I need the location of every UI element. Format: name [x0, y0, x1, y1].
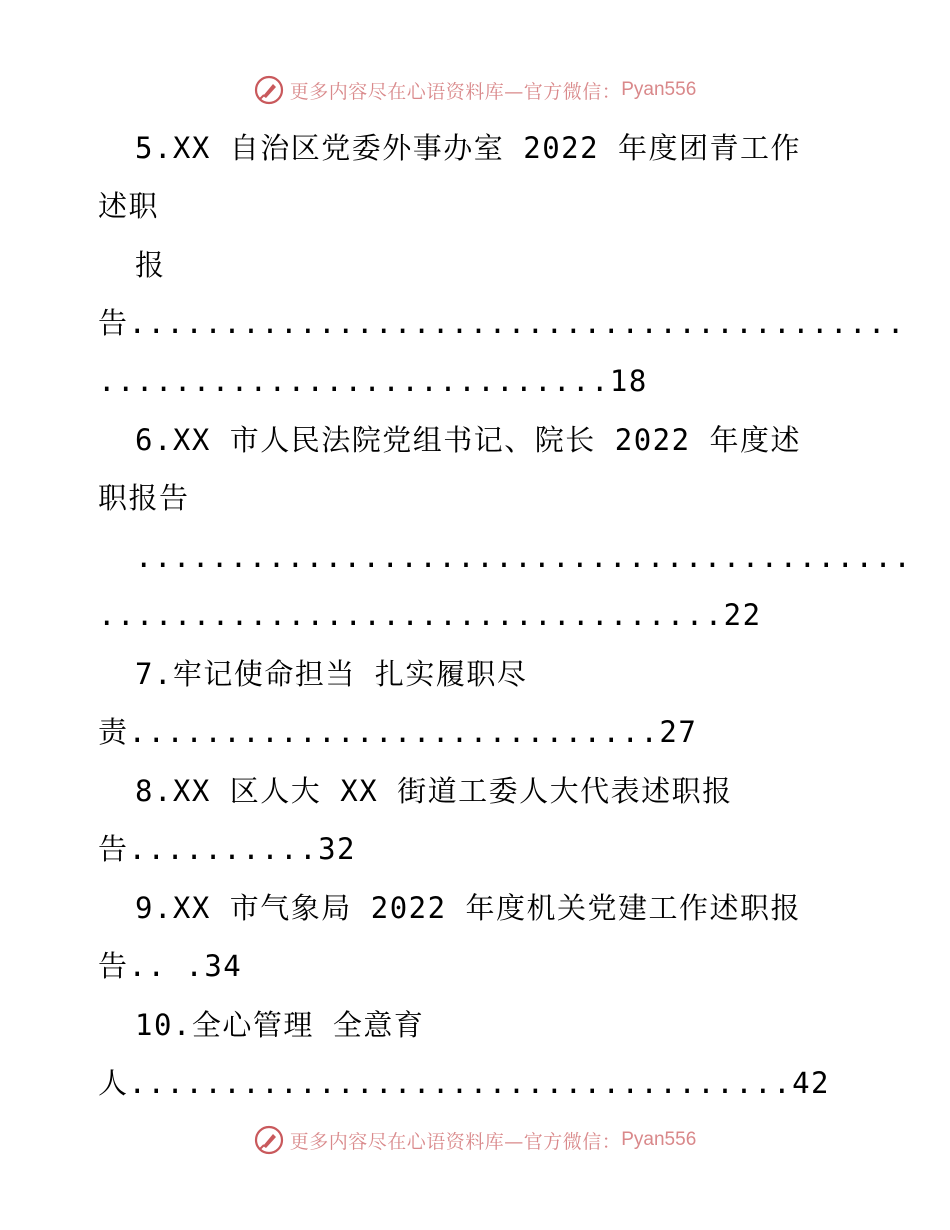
toc-line: 5.XX 自治区党委外事办室 2022 年度团青工作 — [135, 131, 802, 165]
watermark-wechat-id: Pyan556 — [621, 1129, 697, 1150]
watermark-header — [0, 70, 950, 110]
toc-line: 告.. .34 — [98, 949, 243, 983]
pen-logo-icon — [254, 75, 284, 105]
watermark-text: 更多内容尽在心语资料库—官方微信： — [289, 80, 622, 103]
toc-line: 职报告 — [98, 481, 190, 515]
toc-line: .................................22 — [98, 598, 762, 632]
watermark-wechat-id: Pyan556 — [621, 79, 697, 100]
watermark-text: 更多内容尽在心语资料库—官方微信： — [289, 1130, 622, 1153]
toc-line: 10.全心管理 全意育 — [135, 1008, 425, 1042]
toc-line: 述职 — [98, 189, 160, 223]
toc-line: 告..........32 — [98, 832, 357, 866]
toc-line: 6.XX 市人民法院党组书记、院长 2022 年度述 — [135, 423, 802, 457]
watermark-footer — [0, 1120, 950, 1160]
toc-line: 报 — [135, 248, 166, 282]
toc-line: 8.XX 区人大 XX 街道工委人大代表述职报 — [135, 774, 733, 808]
toc-line: 告......................................... — [98, 306, 906, 340]
pen-logo-icon — [254, 1125, 284, 1155]
toc-line: 人...................................42 — [98, 1066, 831, 1100]
toc-line: 责............................27 — [98, 715, 698, 749]
toc-line: ...........................18 — [98, 364, 648, 398]
toc-line: 7.牢记使命担当 扎实履职尽 — [135, 657, 528, 691]
toc-line: 9.XX 市气象局 2022 年度机关党建工作述职报 — [135, 891, 802, 925]
toc-line: ......................................... — [135, 540, 913, 574]
